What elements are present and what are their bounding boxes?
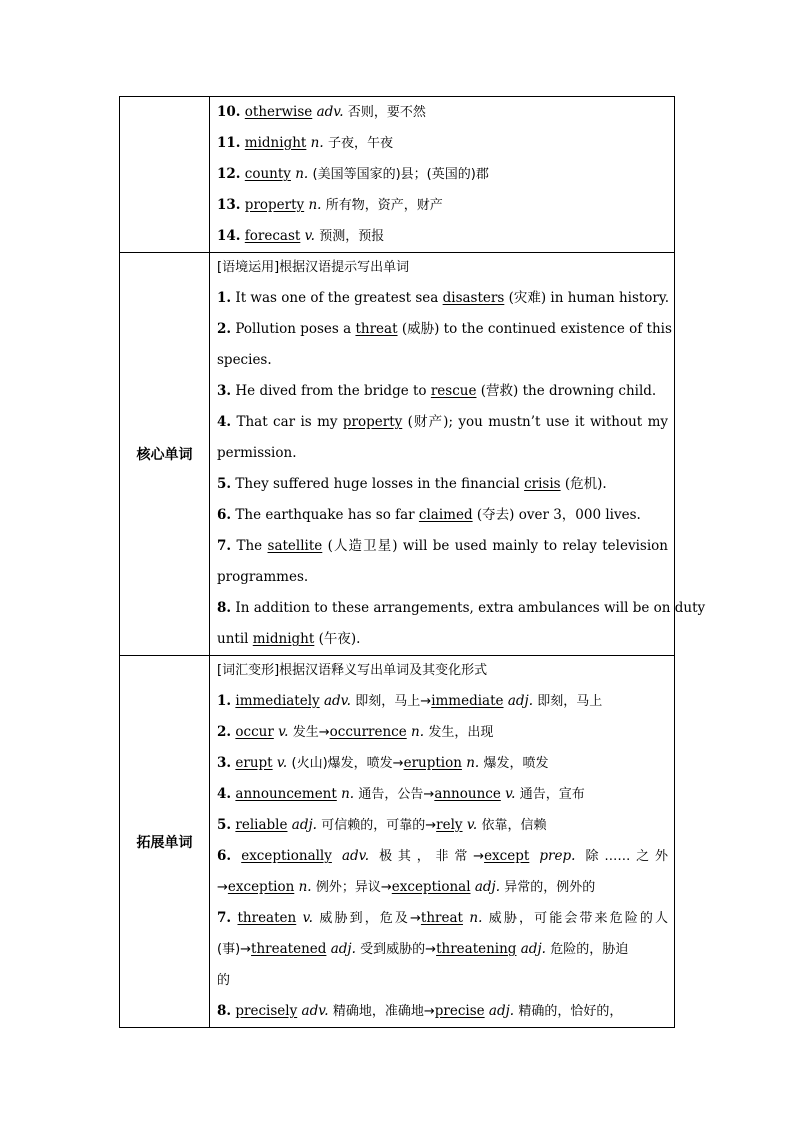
chinese-meaning: 受到威胁的→	[360, 942, 437, 957]
chinese-meaning: 发生，出现	[428, 725, 494, 740]
text-line	[217, 128, 668, 159]
chinese-meaning: 预测，预报	[319, 229, 385, 244]
continued-word-list	[210, 97, 675, 253]
sentence-text: In addition to these arrangements, extra ambulances will be on duty	[231, 600, 706, 616]
item-number: 8.	[217, 600, 232, 616]
part-of-speech: v.	[276, 755, 288, 771]
part-of-speech: adj.	[330, 941, 356, 957]
answer-word: announce	[434, 786, 501, 802]
sentence-text: (午夜).	[314, 631, 361, 647]
chinese-meaning: 否则，要不然	[347, 105, 426, 120]
answer-word: property	[244, 197, 305, 213]
item-number: 7.	[217, 910, 232, 926]
text-line	[217, 283, 668, 314]
answer-word: county	[244, 166, 291, 182]
answer-word: occur	[235, 724, 274, 740]
item-number: 5.	[217, 476, 232, 492]
chinese-meaning: 可信赖的，可靠的→	[321, 818, 437, 833]
text-line	[217, 159, 668, 190]
chinese-meaning: 例外；异议→	[315, 880, 392, 895]
item-number: 4.	[217, 786, 232, 802]
text-line	[217, 376, 668, 407]
item-number: 8.	[217, 1003, 232, 1019]
item-number: 4.	[217, 414, 232, 430]
item-number: 12.	[217, 166, 241, 182]
sentence-text: That car is my	[231, 414, 343, 430]
answer-word: otherwise	[244, 104, 313, 120]
core-words-section	[210, 253, 706, 656]
item-number: 7.	[217, 538, 232, 554]
sentence-text: The earthquake has so far	[231, 507, 419, 523]
item-number: 13.	[217, 197, 241, 213]
row-label-empty	[120, 97, 210, 253]
chinese-meaning: 通告，宣布	[519, 787, 585, 802]
text-line	[217, 841, 668, 872]
chinese-meaning: 危险的，胁迫	[550, 942, 629, 957]
item-number: 10.	[217, 104, 241, 120]
text-line	[217, 593, 706, 624]
part-of-speech: v.	[302, 910, 313, 926]
item-number: 11.	[217, 135, 241, 151]
answer-word: precise	[434, 1003, 485, 1019]
sentence-text: The	[231, 538, 268, 554]
sentence-text: He dived from the bridge to	[231, 383, 431, 399]
text-line	[217, 717, 668, 748]
part-of-speech: n.	[308, 197, 322, 213]
text-line	[217, 624, 668, 655]
item-number: 2.	[217, 724, 232, 740]
answer-word: threaten	[237, 910, 297, 926]
chinese-meaning: 除……之外	[585, 849, 668, 864]
sentence-text: (营救) the drowning child.	[476, 383, 657, 399]
part-of-speech: adv.	[301, 1003, 329, 1019]
table-row	[120, 253, 675, 656]
answer-word: immediately	[235, 693, 320, 709]
answer-word: midnight	[252, 631, 315, 647]
part-of-speech: n.	[466, 755, 480, 771]
text-line	[217, 903, 668, 934]
chinese-meaning: 依靠，信赖	[481, 818, 547, 833]
item-number: 14.	[217, 228, 241, 244]
answer-word: threatened	[251, 941, 327, 957]
sentence-text: (财产); you mustn’t use it without my	[402, 414, 668, 430]
answer-word: exceptional	[391, 879, 471, 895]
sentence-text: Pollution poses a	[231, 321, 356, 337]
answer-word: threat	[355, 321, 398, 337]
sentence-text: They suffered huge losses in the financial	[231, 476, 525, 492]
chinese-meaning: 发生→	[292, 725, 330, 740]
part-of-speech: adv.	[316, 104, 344, 120]
chinese-meaning: 精确地，准确地→	[332, 1004, 435, 1019]
part-of-speech: adj.	[520, 941, 546, 957]
sentence-text: programmes.	[217, 569, 309, 585]
answer-word: midnight	[244, 135, 307, 151]
part-of-speech: adj.	[507, 693, 533, 709]
answer-word: reliable	[235, 817, 288, 833]
chinese-meaning: 子夜，午夜	[327, 136, 393, 151]
answer-word: threat	[420, 910, 463, 926]
part-of-speech: prep.	[539, 848, 576, 864]
part-of-speech: n.	[295, 166, 309, 182]
item-number: 1.	[217, 693, 232, 709]
answer-word: exception	[227, 879, 295, 895]
sentence-text: species.	[217, 352, 272, 368]
item-number: 2.	[217, 321, 232, 337]
chinese-meaning: 即刻，马上	[537, 694, 603, 709]
item-number: 6.	[217, 507, 232, 523]
part-of-speech: n.	[310, 135, 324, 151]
extended-words-section	[210, 656, 675, 1028]
answer-word: exceptionally	[241, 848, 332, 864]
text-line	[217, 500, 668, 531]
text-line	[217, 407, 668, 438]
answer-word: crisis	[524, 476, 561, 492]
text-line	[217, 221, 668, 252]
sentence-text: until	[217, 631, 253, 647]
chinese-meaning: 异常的，例外的	[504, 880, 596, 895]
chinese-meaning: (火山)爆发，喷发→	[291, 756, 404, 771]
answer-word: precisely	[235, 1003, 298, 1019]
text-line	[217, 934, 668, 965]
sentence-text: (夺去) over 3，000 lives.	[472, 507, 641, 523]
row-label-extended: 拓展单词	[120, 656, 210, 1028]
table-row	[120, 97, 675, 253]
text-line	[217, 748, 668, 779]
part-of-speech: adv.	[323, 693, 351, 709]
text-line	[217, 996, 668, 1027]
answer-word: rescue	[430, 383, 477, 399]
part-of-speech: adj.	[291, 817, 317, 833]
text-line	[217, 438, 668, 469]
item-number: 3.	[217, 383, 232, 399]
chinese-meaning: (事)→	[217, 942, 252, 957]
answer-word: disasters	[442, 290, 505, 306]
part-of-speech: adv.	[341, 848, 369, 864]
part-of-speech: v.	[466, 817, 478, 833]
answer-word: except	[484, 848, 530, 864]
text-line	[217, 314, 672, 345]
chinese-meaning: 精确的，恰好的，	[518, 1004, 623, 1019]
answer-word: forecast	[244, 228, 301, 244]
vocabulary-table	[119, 96, 706, 1028]
chinese-meaning: 的	[217, 973, 231, 988]
chinese-meaning: 极其，非常→	[379, 849, 485, 864]
answer-word: erupt	[235, 755, 273, 771]
answer-word: claimed	[418, 507, 473, 523]
chinese-meaning: 即刻，马上→	[355, 694, 432, 709]
part-of-speech: n.	[411, 724, 425, 740]
text-line	[217, 965, 668, 996]
part-of-speech: v.	[278, 724, 289, 740]
answer-word: eruption	[403, 755, 462, 771]
item-number: 5.	[217, 817, 232, 833]
chinese-meaning: 通告，公告→	[358, 787, 435, 802]
answer-word: announcement	[235, 786, 337, 802]
chinese-meaning: 威胁，可能会带来危险的人	[488, 911, 668, 926]
part-of-speech: adj.	[488, 1003, 515, 1019]
answer-word: property	[342, 414, 403, 430]
text-line	[217, 872, 668, 903]
text-line	[217, 531, 668, 562]
text-line	[217, 686, 668, 717]
table-row	[120, 656, 675, 1028]
part-of-speech: adj.	[474, 879, 500, 895]
sentence-text: It was one of the greatest sea	[231, 290, 443, 306]
text-line	[217, 97, 668, 128]
chinese-meaning: 威胁到，危及→	[319, 911, 421, 926]
text-line	[217, 810, 668, 841]
text-line	[217, 345, 668, 376]
chinese-meaning: (美国等国家的)县；(英国的)郡	[312, 167, 489, 182]
answer-word: rely	[436, 817, 463, 833]
answer-word: satellite	[267, 538, 323, 554]
text-line	[217, 779, 668, 810]
section-heading: [语境运用]根据汉语提示写出单词	[217, 260, 410, 275]
part-of-speech: n.	[469, 910, 483, 926]
row-label-core: 核心单词	[120, 253, 210, 656]
part-of-speech: v.	[505, 786, 516, 802]
sentence-text: (人造卫星) will be used mainly to relay television	[322, 538, 668, 554]
item-number: 3.	[217, 755, 232, 771]
chinese-meaning: 所有物，资产，财产	[325, 198, 443, 213]
section-heading: [词汇变形]根据汉语释义写出单词及其变化形式	[217, 663, 488, 678]
answer-word: threatening	[436, 941, 517, 957]
part-of-speech: v.	[304, 228, 315, 244]
chinese-meaning: →	[217, 880, 228, 895]
sentence-text: permission.	[217, 445, 297, 461]
chinese-meaning: 爆发，喷发	[483, 756, 549, 771]
item-number: 6.	[217, 848, 232, 864]
text-line	[217, 469, 668, 500]
sentence-text: (危机).	[560, 476, 607, 492]
text-line	[217, 190, 668, 221]
sentence-text: (威胁) to the continued existence of this	[397, 321, 672, 337]
answer-word: occurrence	[329, 724, 407, 740]
text-line	[217, 562, 668, 593]
item-number: 1.	[217, 290, 232, 306]
sentence-text: (灾难) in human history.	[504, 290, 670, 306]
part-of-speech: n.	[298, 879, 312, 895]
part-of-speech: n.	[341, 786, 355, 802]
answer-word: immediate	[431, 693, 504, 709]
